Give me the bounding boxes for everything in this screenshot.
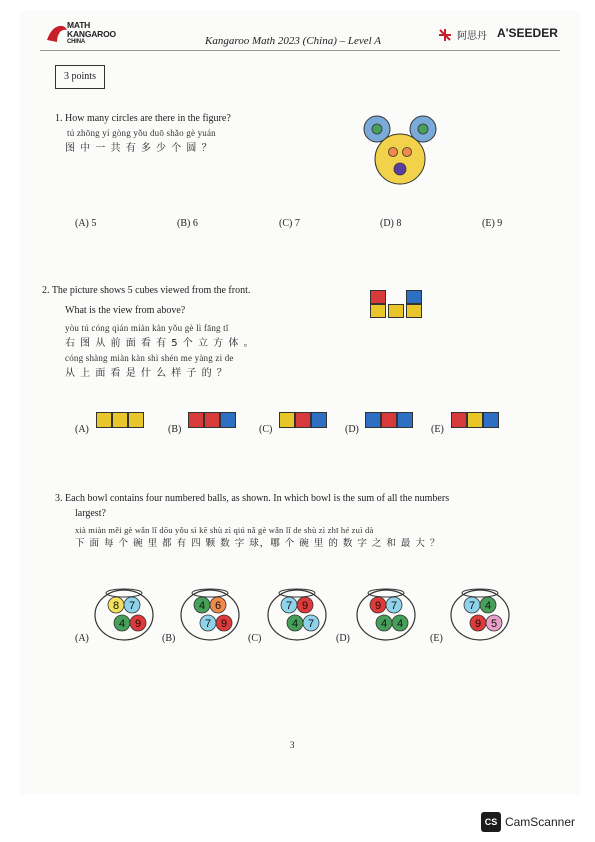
mouth-circle: [394, 163, 406, 175]
q3-option-d[interactable]: (D): [336, 633, 350, 644]
svg-text:7: 7: [285, 600, 293, 612]
q2-text: 2. The picture shows 5 cubes viewed from the front.: [42, 285, 251, 296]
section-label: 3 points: [55, 65, 105, 89]
ball-9: [470, 615, 486, 631]
page-title: Kangaroo Math 2023 (China) – Level A: [205, 35, 381, 47]
eye-left-circle: [389, 148, 398, 157]
q2-option-a-view: [96, 412, 144, 428]
ball-7: [303, 615, 319, 631]
q1-option-d[interactable]: (D) 8: [380, 218, 402, 229]
svg-text:9: 9: [474, 618, 482, 630]
ball-7: [386, 597, 402, 613]
camscanner-icon: CS: [481, 812, 501, 832]
cube-yellow-3: [406, 304, 422, 318]
q2-option-d[interactable]: (D): [345, 424, 359, 435]
ball-7: [464, 597, 480, 613]
ball-5: [486, 615, 502, 631]
bowl-3: [265, 585, 329, 643]
svg-text:9: 9: [134, 618, 142, 630]
ball-4: [194, 597, 210, 613]
ball-4: [114, 615, 130, 631]
q2-option-d-view: [365, 412, 413, 428]
q1-chinese: 图 中 一 共 有 多 少 个 圆 ？: [65, 143, 213, 154]
svg-text:4: 4: [198, 600, 206, 612]
ball-9: [130, 615, 146, 631]
svg-text:4: 4: [291, 618, 299, 630]
q1-option-b[interactable]: (B) 6: [177, 218, 198, 229]
q3-text-2: largest?: [75, 508, 106, 519]
math-kangaroo-logo: [45, 18, 125, 48]
ball-9: [370, 597, 386, 613]
face-circle: [375, 134, 425, 184]
q1-option-a[interactable]: (A) 5: [75, 218, 97, 229]
q2-option-e[interactable]: (E): [431, 424, 444, 435]
q2-cube-figure: [370, 290, 428, 330]
ball-7: [281, 597, 297, 613]
svg-text:7: 7: [390, 600, 398, 612]
bowl-1: [92, 585, 156, 643]
svg-text:9: 9: [220, 618, 228, 630]
q1-pinyin: tú zhōng yí gòng yǒu duō shǎo gè yuán: [67, 128, 216, 138]
camscanner-label: CamScanner: [504, 815, 575, 829]
ball-4: [376, 615, 392, 631]
aseeder-mark-icon: [437, 27, 453, 43]
ball-8: [108, 597, 124, 613]
q3-option-a[interactable]: (A): [75, 633, 89, 644]
svg-text:7: 7: [204, 618, 212, 630]
q2-option-c-view: [279, 412, 327, 428]
q3-text: 3. Each bowl contains four numbered balls, as shown. In which bowl is the sum of all the numbers: [55, 493, 450, 504]
header-divider: [40, 50, 560, 51]
q2-subtext: What is the view from above?: [65, 305, 186, 316]
bowl-2: [178, 585, 242, 643]
cube-yellow-1: [370, 304, 386, 318]
svg-text:8: 8: [112, 600, 120, 612]
ball-9: [297, 597, 313, 613]
q3-pinyin: xià miàn měi gè wǎn lǐ dōu yǒu sì kē shù zì qiú nǎ gè wǎn lǐ de shù zì zhī hé zuì dà: [75, 525, 374, 535]
q1-option-e[interactable]: (E) 9: [482, 218, 503, 229]
logo-line-3: CHINA: [67, 39, 85, 45]
ear-right-inner-circle: [418, 124, 428, 134]
svg-text:7: 7: [307, 618, 315, 630]
q2-pinyin-2: cóng shàng miàn kàn shì shén me yàng zi de: [65, 353, 234, 363]
ball-4: [287, 615, 303, 631]
q2-option-b[interactable]: (B): [168, 424, 182, 435]
q2-option-e-view: [451, 412, 499, 428]
q3-option-e[interactable]: (E): [430, 633, 443, 644]
q1-text: 1. How many circles are there in the figure?: [55, 113, 231, 124]
q1-figure: [360, 112, 440, 192]
svg-text:7: 7: [128, 600, 136, 612]
q2-option-a[interactable]: (A): [75, 424, 89, 435]
svg-text:4: 4: [118, 618, 126, 630]
svg-text:9: 9: [374, 600, 382, 612]
cube-blue: [406, 290, 422, 304]
q2-pinyin-1: yòu tú cóng qián miàn kàn yǒu gè lì fāng tǐ: [65, 323, 229, 333]
ball-6: [210, 597, 226, 613]
svg-text:9: 9: [301, 600, 309, 612]
aseeder-logo: [437, 25, 557, 45]
q2-chinese-2: 从 上 面 看 是 什 么 样 子 的 ？: [65, 368, 228, 379]
q3-chinese: 下 面 每 个 碗 里 都 有 四 颗 数 字 球，哪 个 碗 里 的 数 字 之 和 最 大 ？: [75, 538, 441, 549]
cube-yellow-2: [388, 304, 404, 318]
ball-7: [200, 615, 216, 631]
ball-4: [480, 597, 496, 613]
q2-option-c[interactable]: (C): [259, 424, 273, 435]
ear-left-inner-circle: [372, 124, 382, 134]
logo-line-2: KANGAROO: [67, 29, 116, 39]
ball-9: [216, 615, 232, 631]
svg-text:4: 4: [380, 618, 388, 630]
bowl-5: [448, 585, 512, 643]
q2-chinese-1: 右 图 从 前 面 看 有 5 个 立 方 体 。: [65, 338, 255, 349]
q3-option-b[interactable]: (B): [162, 633, 176, 644]
bowl-4: [354, 585, 418, 643]
q2-option-b-view: [188, 412, 236, 428]
eye-right-circle: [403, 148, 412, 157]
q1-option-c[interactable]: (C) 7: [279, 218, 300, 229]
ball-7: [124, 597, 140, 613]
camscanner-watermark: [481, 812, 575, 832]
logo-line-1: MATH: [67, 20, 91, 30]
aseeder-cn: 阿思丹: [457, 31, 487, 42]
svg-text:6: 6: [214, 600, 222, 612]
svg-text:5: 5: [490, 618, 498, 630]
kangaroo-icon: [45, 22, 69, 44]
q3-option-c[interactable]: (C): [248, 633, 262, 644]
page-number: 3: [290, 740, 295, 750]
svg-text:7: 7: [468, 600, 476, 612]
svg-text:4: 4: [484, 600, 492, 612]
cube-red: [370, 290, 386, 304]
svg-text:4: 4: [396, 618, 404, 630]
ball-4: [392, 615, 408, 631]
aseeder-en: A'SEEDER: [497, 26, 558, 40]
